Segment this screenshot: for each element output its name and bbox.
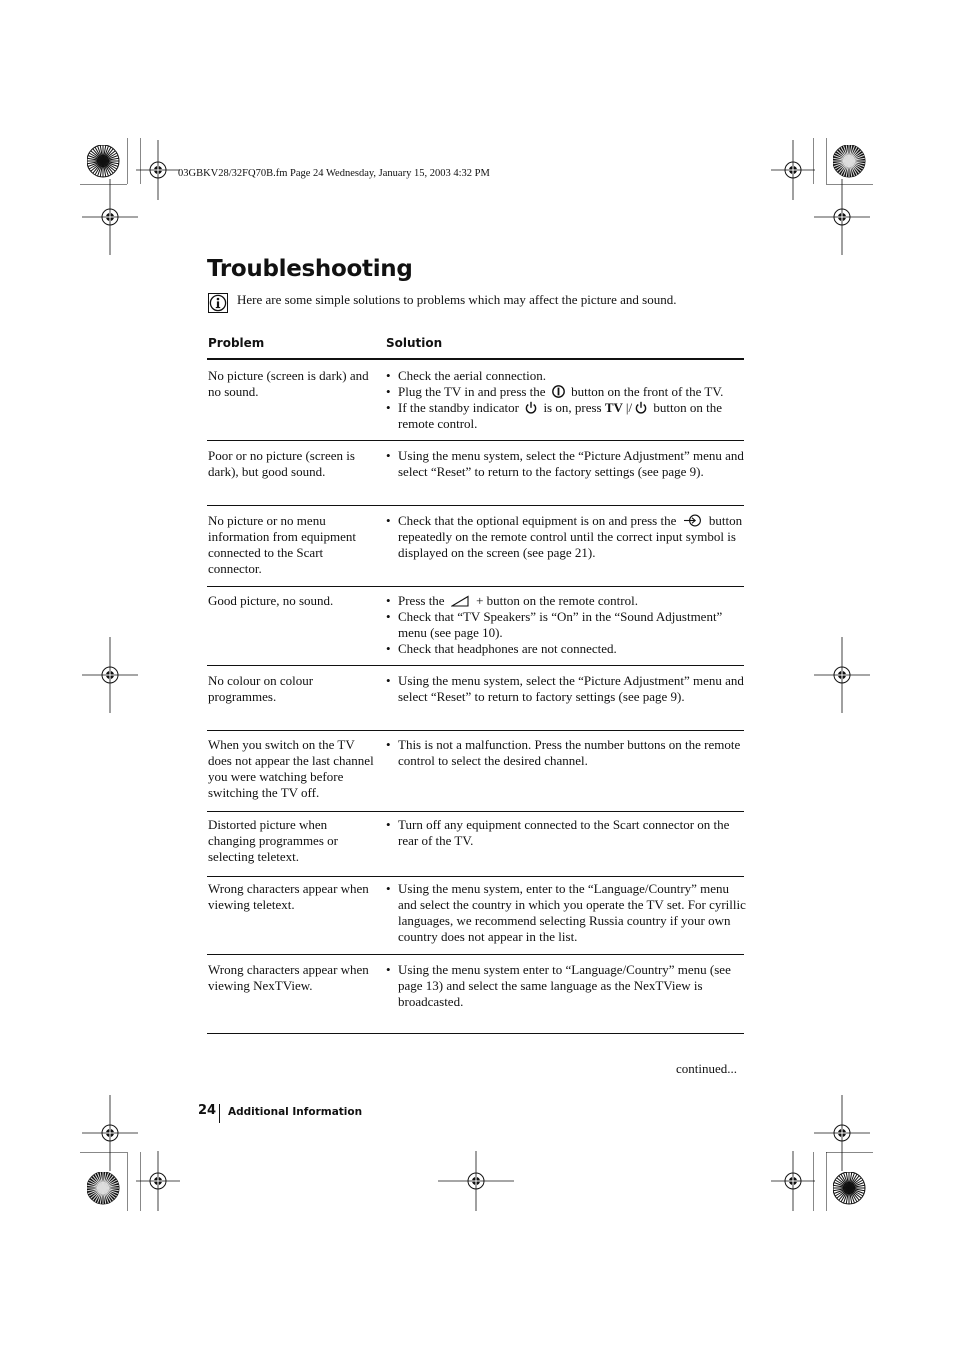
table-row-solution	[386, 448, 746, 480]
table-row-solution	[386, 817, 746, 849]
crop-mark	[826, 184, 874, 186]
solution-text: |/	[625, 400, 633, 416]
continued-note: continued...	[676, 1061, 738, 1076]
column-header-solution: Solution	[386, 336, 443, 350]
footer-section-title: Additional Information	[228, 1106, 363, 1118]
table-row-divider	[207, 811, 744, 812]
solution-text: Check that the optional equipment is on and press the	[398, 513, 680, 528]
solution-text: is on, press	[540, 400, 605, 416]
table-row-solution	[386, 962, 746, 1010]
bullet-dot: •	[386, 448, 391, 463]
table-row-problem: When you switch on the TV does not appear the last channel you were watching before switching the TV off.	[208, 737, 374, 801]
info-icon	[208, 293, 228, 313]
table-row-problem: No picture or no menu information from equipment connected to the Scart connector.	[208, 513, 357, 577]
bullet-dot: •	[386, 817, 391, 832]
solution-text: Plug the TV in and press the	[398, 384, 549, 400]
solution-text: Press the	[398, 593, 448, 608]
table-row-solution	[386, 881, 746, 945]
table-row-divider	[207, 876, 744, 877]
table-row-divider	[207, 505, 744, 506]
bullet-dot: •	[386, 513, 391, 528]
solution-bullet	[386, 817, 746, 849]
column-header-problem: Problem	[208, 336, 265, 350]
registration-mark	[771, 140, 815, 200]
solution-text: Check the aerial connection.	[398, 368, 546, 383]
solution-text: + button on the remote control.	[472, 593, 638, 608]
intro	[208, 291, 748, 315]
footer-divider	[219, 1104, 220, 1123]
bullet-dot: •	[386, 641, 391, 657]
table-row-solution	[386, 737, 746, 769]
solution-text: Using the menu system enter to “Language/Country” menu (see page 13) and select the same language as the NexTView is broadcasted.	[398, 962, 731, 1010]
table-row-divider	[207, 665, 744, 666]
solution-text: This is not a malfunction. Press the number buttons on the remote control to select the desired channel.	[398, 737, 741, 769]
crop-mark	[127, 1152, 129, 1212]
crop-mark	[140, 138, 142, 185]
table-row-divider	[207, 730, 744, 731]
table-row-solution	[386, 513, 746, 561]
table-row-problem: Wrong characters appear when viewing teletext.	[208, 881, 369, 913]
solution-text: button on the front of the TV.	[567, 384, 724, 400]
solution-bullet	[386, 513, 746, 561]
page-title: Troubleshooting	[207, 256, 413, 282]
solution-bullet	[386, 641, 746, 657]
table-row-problem: No colour on colour programmes.	[208, 673, 314, 705]
standby-icon	[635, 401, 647, 414]
solution-text: button repeatedly on the remote control until the correct input symbol is displayed on the screen (see page 21).	[398, 513, 743, 561]
registration-mark	[771, 1151, 815, 1211]
table-row-divider	[207, 1033, 744, 1034]
crop-mark	[826, 1152, 874, 1154]
crop-mark	[127, 138, 129, 185]
solution-text: Check that “TV Speakers” is “On” in the “Sound Adjustment” menu (see page 10).	[398, 609, 723, 641]
registration-mark	[82, 1095, 138, 1171]
table-row-divider	[207, 440, 744, 441]
table-row-problem: Good picture, no sound.	[208, 593, 334, 608]
bullet-dot: •	[386, 368, 391, 383]
table-row-solution	[386, 673, 746, 705]
crop-mark	[140, 1152, 142, 1212]
bullet-dot: •	[386, 962, 391, 977]
table-row-solution	[386, 593, 746, 657]
solution-text: button on the remote control.	[398, 400, 722, 432]
crop-mark	[826, 138, 828, 185]
bullet-dot: •	[386, 673, 391, 688]
color-target-mark	[833, 1172, 866, 1205]
page-number: 24	[198, 1103, 217, 1118]
registration-mark	[814, 1095, 870, 1171]
solution-text: Check that headphones are not connected.	[398, 641, 617, 657]
bullet-dot: •	[386, 384, 391, 400]
intro-text: Here are some simple solutions to problems which may affect the picture and sound.	[237, 292, 677, 307]
crop-mark	[813, 1152, 815, 1212]
solution-bullet	[386, 448, 746, 480]
standby-icon	[525, 401, 537, 414]
solution-bullet	[386, 962, 746, 1010]
button-label-tv: TV	[604, 400, 626, 416]
file-info-header: 03GBKV28/32FQ70B.fm Page 24 Wednesday, January 15, 2003 4:32 PM	[178, 168, 490, 179]
solution-bullet	[386, 737, 746, 769]
table-row-problem: Distorted picture when changing programmes or selecting teletext.	[208, 817, 338, 865]
table-row-divider	[207, 954, 744, 955]
bullet-dot: •	[386, 593, 391, 608]
bullet-dot: •	[386, 609, 391, 625]
crop-mark	[80, 1152, 128, 1154]
table-row-problem: No picture (screen is dark) and no sound.	[208, 368, 369, 400]
solution-bullet	[386, 384, 746, 400]
solution-bullet	[386, 609, 746, 641]
table-header-rule	[207, 358, 744, 360]
bullet-dot: •	[386, 400, 391, 416]
solution-bullet	[386, 673, 746, 705]
solution-bullet	[386, 593, 746, 609]
table-row-problem: Poor or no picture (screen is dark), but good sound.	[208, 448, 355, 480]
volume-icon	[451, 595, 470, 607]
registration-mark	[814, 179, 870, 255]
solution-text: Using the menu system, select the “Picture Adjustment” menu and select “Reset” to return to factory settings (see page 9).	[398, 673, 744, 705]
solution-bullet	[386, 368, 746, 384]
crop-mark	[80, 184, 128, 186]
color-target-mark	[833, 145, 866, 178]
table-row-divider	[207, 586, 744, 587]
registration-mark	[82, 179, 138, 255]
input-select-icon	[683, 514, 703, 527]
crop-mark	[826, 1152, 828, 1212]
color-target-mark	[87, 1172, 120, 1205]
crop-mark	[813, 138, 815, 185]
registration-mark	[438, 1151, 514, 1211]
solution-text: Using the menu system, enter to the “Language/Country” menu and select the country in which you operate the TV set. For cyrillic languages, we recommend selecting Russia country if your own country does not appear in the list.	[398, 881, 746, 945]
registration-mark	[136, 1151, 180, 1211]
solution-bullet	[386, 400, 746, 432]
main-power-icon	[552, 385, 565, 398]
solution-text: If the standby indicator	[398, 400, 523, 416]
registration-mark	[82, 637, 138, 713]
registration-mark	[814, 637, 870, 713]
bullet-dot: •	[386, 881, 391, 896]
table-row-problem: Wrong characters appear when viewing NexTView.	[208, 962, 369, 994]
color-target-mark	[87, 145, 120, 178]
solution-bullet	[386, 881, 746, 945]
registration-mark	[136, 140, 180, 200]
solution-text: Using the menu system, select the “Picture Adjustment” menu and select “Reset” to return to the factory settings (see page 9).	[398, 448, 744, 480]
solution-text: Turn off any equipment connected to the Scart connector on the rear of the TV.	[398, 817, 730, 849]
bullet-dot: •	[386, 737, 391, 752]
table-row-solution	[386, 368, 746, 432]
